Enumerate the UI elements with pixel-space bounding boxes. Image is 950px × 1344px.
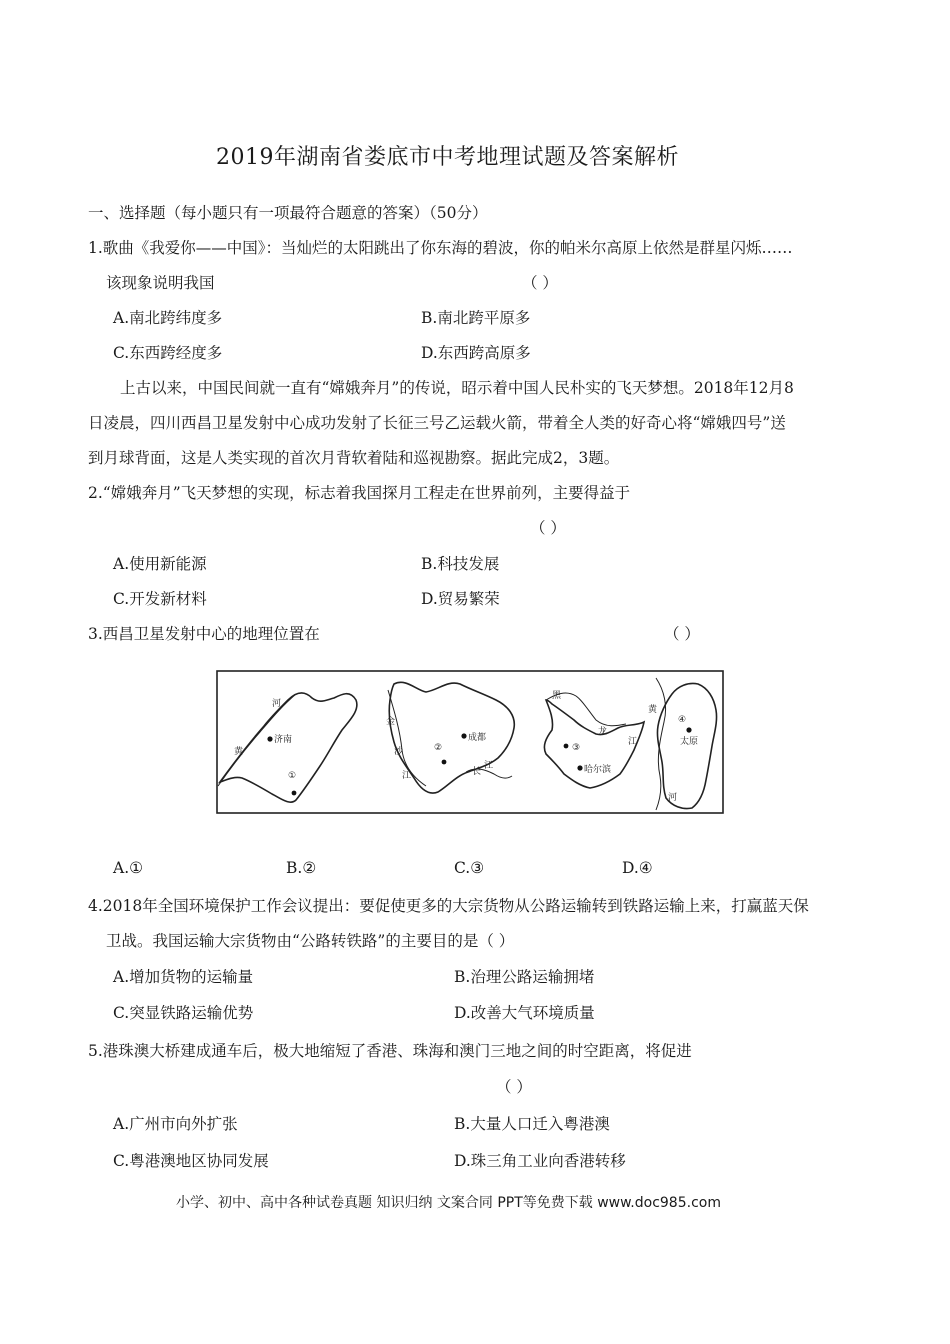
q4-option-a[interactable]: A.增加货物的运输量 — [113, 968, 254, 986]
section-heading: 一、选择题（每小题只有一项最符合题意的答案）（50分） — [88, 204, 488, 222]
question-2-stem: 2.“嫦娥奔月”飞天梦想的实现，标志着我国探月工程走在世界前列，主要得益于 — [88, 484, 631, 502]
map-3-city-label: 哈尔滨 — [584, 765, 612, 775]
question-1-stem: 1.歌曲《我爱你——中国》：当灿烂的太阳跳出了你东海的碧波，你的帕米尔高原上依然是群星闪烁…… — [88, 239, 793, 257]
q5-option-c[interactable]: C.粤港澳地区协同发展 — [113, 1152, 269, 1170]
question-1-blank: （ ） — [522, 274, 558, 292]
q2-option-a[interactable]: A.使用新能源 — [113, 555, 207, 573]
map-1-river-label-b: 黄 — [234, 747, 244, 757]
map-3-river-label-a: 黑 — [552, 691, 562, 701]
q4-option-b[interactable]: B.治理公路运输拥堵 — [454, 968, 595, 986]
q1-option-c[interactable]: C.东西跨经度多 — [113, 344, 223, 362]
q4-option-c[interactable]: C.突显铁路运输优势 — [113, 1004, 254, 1022]
question-4-stem-cont: 卫战。我国运输大宗货物由“公路转铁路”的主要目的是（ ） — [106, 932, 515, 950]
map-1-city-label: 济南 — [274, 735, 293, 745]
question-5-blank: （ ） — [496, 1078, 532, 1096]
map-4-river-label-a: 黄 — [648, 705, 658, 715]
map-2-river-label-a: 金 — [386, 717, 396, 727]
q2-option-b[interactable]: B.科技发展 — [421, 555, 500, 573]
map-3-number: ③ — [572, 743, 581, 753]
map-3-river-label-b: 龙 — [598, 727, 608, 737]
map-1-number: ① — [288, 771, 297, 781]
q3-option-b[interactable]: B.② — [286, 859, 317, 877]
q1-option-b[interactable]: B.南北跨平原多 — [421, 309, 531, 327]
map-2-city-label: 成都 — [468, 733, 487, 743]
map-3-site-dot — [564, 744, 569, 749]
question-2-blank: （ ） — [530, 519, 566, 537]
map-2-river-label-b: 沙 — [394, 747, 404, 757]
province-maps-figure — [216, 670, 724, 814]
q5-option-a[interactable]: A.广州市向外扩张 — [113, 1115, 238, 1133]
q3-option-c[interactable]: C.③ — [454, 859, 485, 877]
q1-option-a[interactable]: A.南北跨纬度多 — [113, 309, 223, 327]
map-1-river-label-a: 河 — [272, 699, 282, 709]
q4-option-d[interactable]: D.改善大气环境质量 — [454, 1004, 595, 1022]
map-2-river-label-d: 长 — [472, 767, 482, 777]
q2-option-d[interactable]: D.贸易繁荣 — [421, 590, 500, 608]
province-maps-svg — [216, 670, 724, 814]
map-2-number: ② — [434, 743, 443, 753]
map-1-city-dot — [267, 736, 272, 741]
map-4-city-dot — [686, 727, 691, 732]
question-3-blank: （ ） — [664, 625, 700, 643]
passage-line-2: 日凌晨，四川西昌卫星发射中心成功发射了长征三号乙运载火箭，带着全人类的好奇心将“嫦娥四号”送 — [88, 414, 786, 432]
map-4-river-label-b: 河 — [668, 793, 678, 803]
map-1-site-dot — [292, 791, 297, 796]
map-4-number: ④ — [678, 715, 687, 725]
map-2-site-dot — [442, 760, 447, 765]
q3-option-d[interactable]: D.④ — [622, 859, 653, 877]
question-4-stem: 4.2018年全国环境保护工作会议提出：要促使更多的大宗货物从公路运输转到铁路运输上来，打赢蓝天保 — [88, 897, 809, 915]
q5-option-b[interactable]: B.大量人口迁入粤港澳 — [454, 1115, 610, 1133]
question-5-stem: 5.港珠澳大桥建成通车后，极大地缩短了香港、珠海和澳门三地之间的时空距离，将促进 — [88, 1042, 692, 1060]
map-2-city-dot — [461, 733, 466, 738]
q2-option-c[interactable]: C.开发新材料 — [113, 590, 207, 608]
passage-line-3: 到月球背面，这是人类实现的首次月背软着陆和巡视勘察。据此完成2，3题。 — [88, 449, 620, 467]
q5-option-d[interactable]: D.珠三角工业向香港转移 — [454, 1152, 626, 1170]
question-3-stem: 3.西昌卫星发射中心的地理位置在 — [88, 625, 320, 643]
map-2-river-label-e: 江 — [484, 761, 494, 771]
passage-line-1: 上古以来，中国民间就一直有“嫦娥奔月”的传说，昭示着中国人民朴实的飞天梦想。2018年12月8 — [120, 379, 794, 397]
page-footer[interactable]: 小学、初中、高中各种试卷真题 知识归纳 文案合同 PPT等免费下载 www.doc985.com — [176, 1195, 721, 1211]
map-4-city-label: 太原 — [680, 737, 699, 747]
question-1-stem-cont: 该现象说明我国 — [106, 274, 215, 292]
q1-option-d[interactable]: D.东西跨高原多 — [421, 344, 531, 362]
q3-option-a[interactable]: A.① — [113, 859, 144, 877]
map-3-river-label-c: 江 — [628, 737, 638, 747]
map-2-river-label-c: 江 — [402, 771, 412, 781]
map-3-city-dot — [577, 765, 582, 770]
page-title: 2019年湖南省娄底市中考地理试题及答案解析 — [216, 145, 679, 170]
